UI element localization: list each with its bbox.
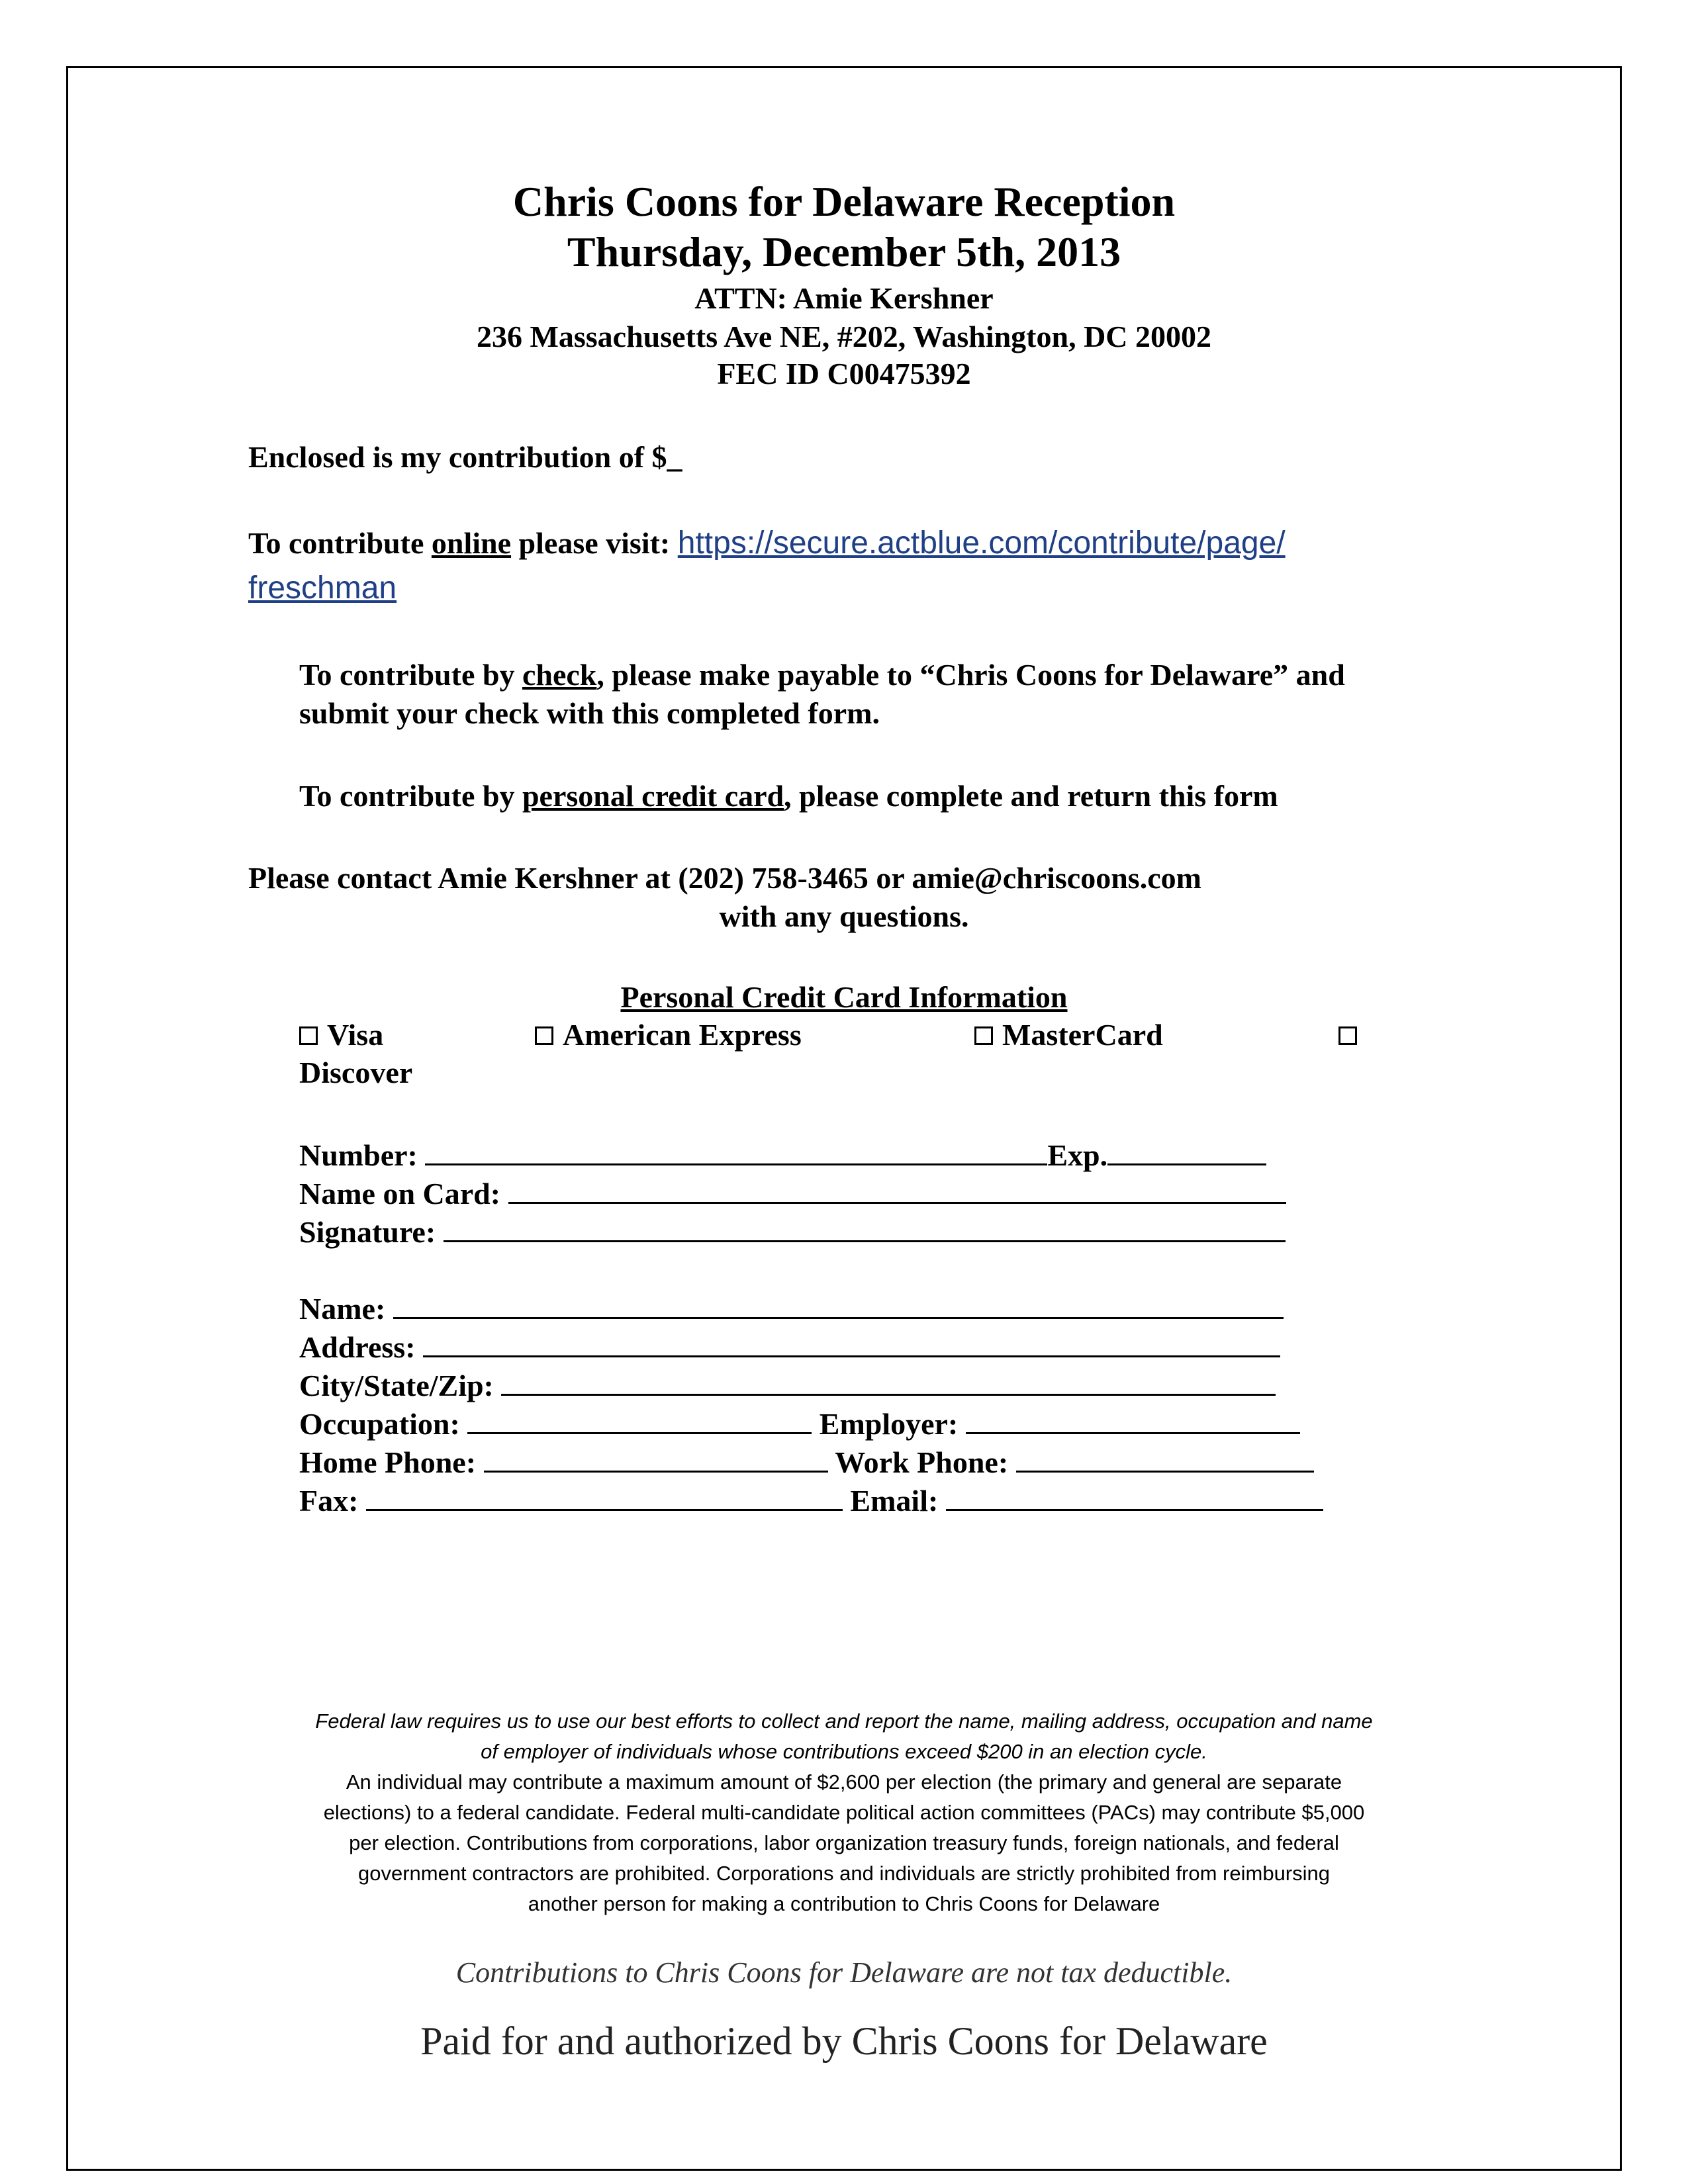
online-word: online — [431, 526, 512, 560]
card-prefix: To contribute by — [299, 779, 522, 813]
card-option-visa[interactable] — [299, 1017, 383, 1052]
address-label: Address: — [299, 1330, 416, 1364]
fax-row — [299, 1482, 1323, 1518]
check-instructions-line2: submit your check with this completed form. — [299, 696, 880, 730]
enclosed-contribution: Enclosed is my contribution of $_ — [248, 440, 682, 474]
legal-italic-line1: Federal law requires us to use our best efforts to collect and report the name, mailing address, occupation and name — [315, 1709, 1373, 1733]
actblue-link[interactable]: https://secure.actblue.com/contribute/page/ — [677, 525, 1286, 561]
employer-label: Employer: — [819, 1407, 959, 1441]
check-word: check — [522, 658, 597, 692]
mastercard-label: MasterCard — [1002, 1018, 1163, 1052]
mastercard-checkbox[interactable] — [974, 1026, 993, 1045]
paid-for-notice: Paid for and authorized by Chris Coons for Delaware — [420, 2019, 1268, 2063]
online-prefix: To contribute — [248, 526, 432, 560]
check-prefix: To contribute by — [299, 658, 522, 692]
card-word: personal credit card — [522, 779, 784, 813]
occupation-field[interactable] — [467, 1406, 812, 1434]
email-label: Email: — [850, 1484, 939, 1518]
number-field[interactable] — [425, 1137, 1047, 1165]
home-phone-label: Home Phone: — [299, 1445, 477, 1479]
card-instructions — [299, 778, 1278, 813]
occupation-row — [299, 1406, 1300, 1441]
name-field[interactable] — [393, 1291, 1284, 1319]
work-phone-field[interactable] — [1016, 1444, 1314, 1473]
name-on-card-label: Name on Card: — [299, 1177, 501, 1210]
discover-label: Discover — [299, 1056, 413, 1089]
fec-id: FEC ID C00475392 — [717, 357, 971, 390]
amex-label: American Express — [563, 1018, 802, 1052]
card-section-heading: Personal Credit Card Information — [620, 980, 1068, 1014]
legal-disclaimer — [0, 1706, 1688, 1919]
attn-line: ATTN: Amie Kershner — [694, 281, 994, 315]
occupation-label: Occupation: — [299, 1407, 460, 1441]
exp-field[interactable] — [1107, 1137, 1266, 1165]
name-on-card-field[interactable] — [508, 1175, 1286, 1204]
page-title: Chris Coons for Delaware Reception — [512, 178, 1176, 225]
card-option-mastercard[interactable] — [974, 1017, 1163, 1052]
tax-deductible-notice: Contributions to Chris Coons for Delaware are not tax deductible. — [455, 1956, 1233, 1989]
signature-row — [299, 1214, 1286, 1250]
mailing-address: 236 Massachusetts Ave NE, #202, Washington, DC 20002 — [476, 320, 1212, 353]
contact-line-2: with any questions. — [719, 899, 969, 933]
online-suffix: please visit: — [511, 526, 678, 560]
check-instructions — [299, 657, 1345, 692]
legal-line4: elections) to a federal candidate. Federal multi-candidate political action committees (PACs) may contribute $5,000 — [323, 1801, 1365, 1824]
event-date: Thursday, December 5th, 2013 — [567, 228, 1121, 275]
city-state-zip-field[interactable] — [501, 1367, 1276, 1396]
fax-field[interactable] — [366, 1482, 843, 1511]
number-row — [299, 1137, 1266, 1173]
name-label: Name: — [299, 1292, 386, 1326]
signature-label: Signature: — [299, 1215, 436, 1249]
actblue-link-continued[interactable]: freschman — [248, 570, 397, 606]
exp-label: Exp. — [1047, 1138, 1108, 1172]
signature-field[interactable] — [444, 1214, 1286, 1242]
online-instructions — [248, 525, 1286, 561]
phone-row — [299, 1444, 1314, 1480]
name-row — [299, 1291, 1284, 1326]
legal-line5: per election. Contributions from corporations, labor organization treasury funds, foreign nationals, and federal — [349, 1831, 1339, 1854]
visa-label: Visa — [327, 1018, 384, 1052]
address-field[interactable] — [423, 1329, 1280, 1357]
employer-field[interactable] — [966, 1406, 1300, 1434]
address-row — [299, 1329, 1280, 1365]
legal-line7: another person for making a contribution to Chris Coons for Delaware — [528, 1892, 1160, 1915]
visa-checkbox[interactable] — [299, 1026, 318, 1045]
number-label: Number: — [299, 1138, 418, 1172]
card-option-discover[interactable] — [1338, 1017, 1366, 1052]
email-field[interactable] — [946, 1482, 1323, 1511]
fax-label: Fax: — [299, 1484, 359, 1518]
legal-line6: government contractors are prohibited. Corporations and individuals are strictly prohibited from reimbursing — [357, 1862, 1331, 1885]
city-state-zip-row — [299, 1367, 1276, 1403]
legal-line3: An individual may contribute a maximum amount of $2,600 per election (the primary and general are separate — [346, 1770, 1342, 1794]
check-suffix: , please make payable to “Chris Coons for Delaware” and — [596, 658, 1345, 692]
work-phone-label: Work Phone: — [835, 1445, 1009, 1479]
contact-line: Please contact Amie Kershner at (202) 758-3465 or amie@chriscoons.com — [248, 861, 1201, 895]
city-state-zip-label: City/State/Zip: — [299, 1369, 494, 1402]
name-on-card-row — [299, 1175, 1286, 1211]
online-url-continued — [248, 570, 397, 606]
card-option-amex[interactable] — [535, 1017, 802, 1052]
home-phone-field[interactable] — [484, 1444, 828, 1473]
discover-checkbox[interactable] — [1338, 1026, 1357, 1045]
amex-checkbox[interactable] — [535, 1026, 553, 1045]
card-suffix: , please complete and return this form — [784, 779, 1278, 813]
legal-italic-line2: of employer of individuals whose contributions exceed $200 in an election cycle. — [481, 1740, 1207, 1763]
